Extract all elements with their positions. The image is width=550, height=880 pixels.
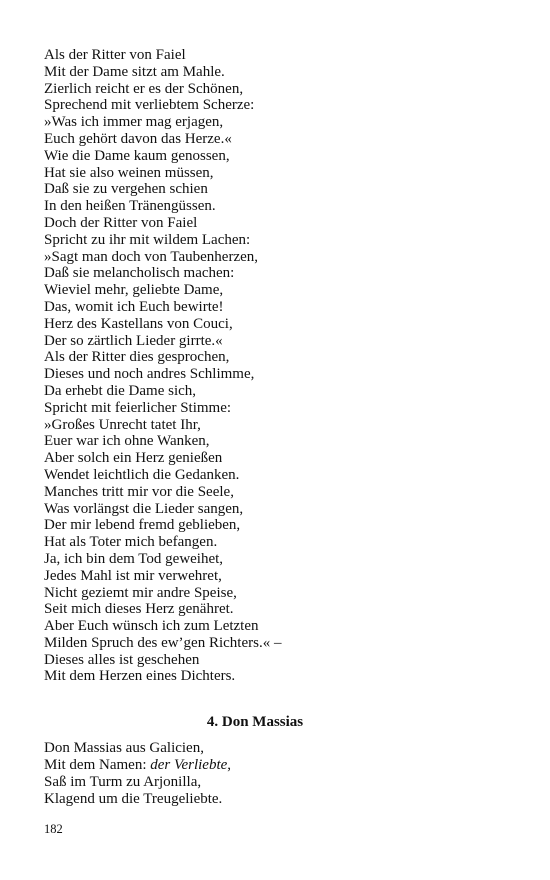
poem-line: Das, womit ich Euch bewirte! — [44, 298, 224, 315]
poem-line: Hat sie also weinen müssen, — [44, 164, 214, 181]
poem-line: Sprechend mit verliebtem Scherze: — [44, 97, 255, 114]
poem-line: Euch gehört davon das Herze.« — [44, 130, 232, 147]
poem-line: Ja, ich bin dem Tod geweihet, — [44, 550, 224, 567]
poem-line: Klagend um die Treugeliebte. — [44, 791, 223, 807]
poem-line: Wie die Dame kaum genossen, — [44, 147, 230, 164]
poem-line: Don Massias aus Galicien, — [44, 740, 204, 756]
poem-ritter-von-faiel — [44, 47, 281, 685]
poem-line: Zierlich reicht er es der Schönen, — [44, 80, 244, 97]
poem-line: In den heißen Tränengüssen. — [44, 198, 216, 215]
poem-line: Aber solch ein Herz genießen — [44, 450, 223, 467]
poem-line: Dieses alles ist geschehen — [44, 651, 200, 668]
page-number: 182 — [44, 822, 63, 836]
poem-line: Mit der Dame sitzt am Mahle. — [44, 63, 225, 80]
poem-line: »Sagt man doch von Taubenherzen, — [44, 248, 259, 265]
section-title-text: 4. Don Massias — [206, 714, 304, 730]
poem-line: Der mir lebend fremd geblieben, — [44, 517, 241, 534]
poem-line: Nicht geziemt mir andre Speise, — [44, 584, 237, 601]
poem-line: Seit mich dieses Herz genähret. — [44, 601, 234, 618]
section-title — [0, 713, 550, 731]
poem-line: Spricht zu ihr mit wildem Lachen: — [44, 231, 251, 248]
poem-line: »Großes Unrecht tatet Ihr, — [44, 416, 201, 433]
poem-line: Milden Spruch des ew’gen Richters.« – — [44, 634, 282, 651]
poem-line: Saß im Turm zu Arjonilla, — [44, 774, 202, 790]
poem-line: Euer war ich ohne Wanken, — [44, 433, 210, 450]
poem-line: Doch der Ritter von Faiel — [44, 214, 198, 231]
poem-line-punctuation: , — [227, 757, 232, 773]
poem-line: Daß sie melancholisch machen: — [44, 265, 235, 282]
poem-line: Aber Euch wünsch ich zum Letzten — [44, 618, 259, 635]
poem-line: Als der Ritter von Faiel — [44, 47, 186, 63]
poem-line-italic-text: der Verliebte — [150, 757, 228, 773]
poem-line: Mit dem Herzen eines Dichters. — [44, 668, 236, 685]
poem-line: Herz des Kastellans von Couci, — [44, 315, 233, 332]
poem-line — [44, 757, 231, 774]
poem-line: Was vorlängst die Lieder sangen, — [44, 500, 244, 517]
poem-line: Jedes Mahl ist mir verwehret, — [44, 567, 222, 584]
poem-don-massias — [44, 740, 231, 808]
poem-line: Dieses und noch andres Schlimme, — [44, 366, 255, 383]
poem-line: Wieviel mehr, geliebte Dame, — [44, 282, 224, 299]
poem-line: Hat als Toter mich befangen. — [44, 534, 218, 551]
poem-line: Daß sie zu vergehen schien — [44, 181, 208, 198]
poem-line: Wendet leichtlich die Gedanken. — [44, 466, 240, 483]
poem-line: Als der Ritter dies gesprochen, — [44, 349, 230, 366]
poem-line: Manches tritt mir vor die Seele, — [44, 483, 234, 500]
poem-line-text: Mit dem Namen: — [44, 757, 151, 773]
poem-line: Spricht mit feierlicher Stimme: — [44, 399, 232, 416]
poem-line: Der so zärtlich Lieder girrte.« — [44, 332, 223, 349]
poem-line: Da erhebt die Dame sich, — [44, 382, 197, 399]
poem-line: »Was ich immer mag erjagen, — [44, 114, 224, 131]
